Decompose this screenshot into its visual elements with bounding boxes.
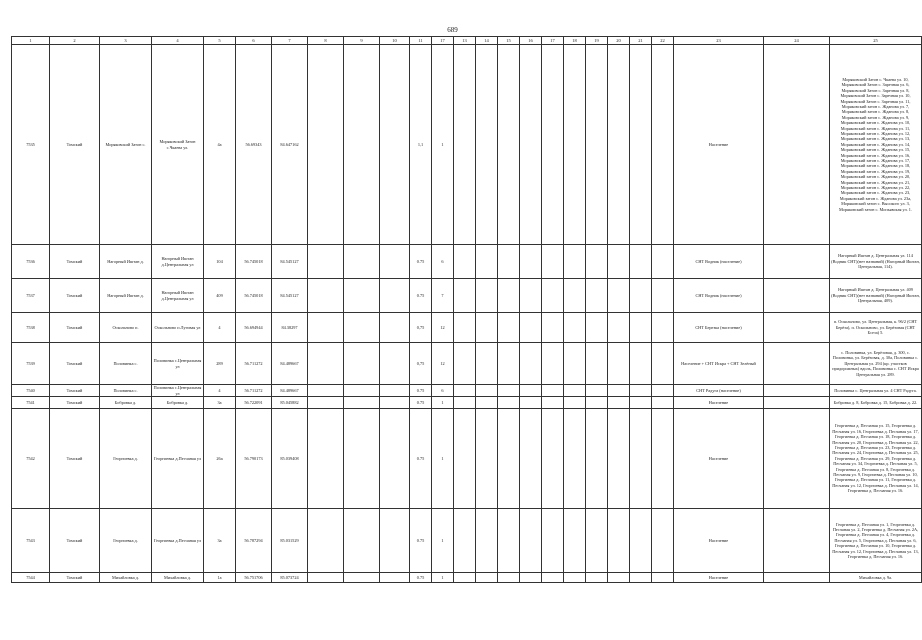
column-header: 8 [308, 37, 344, 45]
cell-c11: 0,75 [410, 343, 432, 385]
cell-id: 7536 [12, 245, 50, 279]
cell-house: 4 [204, 313, 236, 343]
empty-cell [564, 509, 586, 573]
empty-cell [586, 245, 608, 279]
cell-locality: Моряковский Затон с. [100, 45, 152, 245]
column-header: 19 [586, 37, 608, 45]
empty-cell [498, 245, 520, 279]
cell-c11: 0.75 [410, 385, 432, 397]
empty-cell [344, 45, 380, 245]
empty-cell [764, 245, 830, 279]
empty-cell [520, 385, 542, 397]
empty-cell [380, 397, 410, 409]
empty-cell [308, 385, 344, 397]
cell-street: Моряковский Затон с.Чкаева ул. [152, 45, 204, 245]
empty-cell [520, 343, 542, 385]
cell-addresses: Половинка с. Центральная ул. 4 СНТ Радуга. [830, 385, 922, 397]
cell-locality: Оскольново п. [100, 313, 152, 343]
cell-lat: 56.745018 [236, 279, 272, 313]
cell-addresses: Бобровка д. 8, Бобровка д. 15, Бобровка д. 22. [830, 397, 922, 409]
empty-cell [520, 397, 542, 409]
cell-lon: 85.045882 [272, 397, 308, 409]
empty-cell [454, 245, 476, 279]
cell-lon: 85.039408 [272, 409, 308, 509]
empty-cell [652, 397, 674, 409]
empty-cell [308, 245, 344, 279]
cell-id: 7535 [12, 45, 50, 245]
cell-street: Нагорный Иштан д.Центральная ул [152, 279, 204, 313]
empty-cell [764, 397, 830, 409]
empty-cell [652, 45, 674, 245]
column-header: 9 [344, 37, 380, 45]
empty-cell [344, 385, 380, 397]
empty-cell [608, 385, 630, 397]
cell-locality: Нагорный Иштан д. [100, 279, 152, 313]
column-header: 24 [764, 37, 830, 45]
empty-cell [652, 313, 674, 343]
cell-lon: 85.031529 [272, 509, 308, 573]
empty-cell [344, 409, 380, 509]
table-row [12, 343, 922, 385]
cell-district: Томский [50, 509, 100, 573]
empty-cell [498, 385, 520, 397]
cell-locality: Бобровка д. [100, 397, 152, 409]
cell-locality: Михайловка д. [100, 573, 152, 583]
empty-cell [380, 343, 410, 385]
table-row [12, 279, 922, 313]
cell-locality: Половинка с. [100, 343, 152, 385]
cell-consumers: Население [674, 409, 764, 509]
empty-cell [476, 343, 498, 385]
empty-cell [476, 313, 498, 343]
empty-cell [564, 279, 586, 313]
empty-cell [764, 279, 830, 313]
empty-cell [608, 313, 630, 343]
empty-cell [308, 279, 344, 313]
cell-street: Михайловка д. [152, 573, 204, 583]
cell-house: 4 [204, 385, 236, 397]
column-header: 11 [410, 37, 432, 45]
cell-c12: 6 [432, 385, 454, 397]
column-header: 25 [830, 37, 922, 45]
empty-cell [344, 313, 380, 343]
empty-cell [498, 313, 520, 343]
empty-cell [308, 397, 344, 409]
cell-street: Оскольново п.Луговая ул [152, 313, 204, 343]
cell-c11: 0.75 [410, 245, 432, 279]
empty-cell [652, 245, 674, 279]
cell-c12: 1 [432, 509, 454, 573]
cell-c11: 0.75 [410, 573, 432, 583]
empty-cell [454, 343, 476, 385]
cell-lat: 56.711272 [236, 343, 272, 385]
cell-id: 7542 [12, 409, 50, 509]
empty-cell [344, 343, 380, 385]
cell-id: 7544 [12, 573, 50, 583]
cell-lat: 56.711272 [236, 385, 272, 397]
cell-locality: Георгиевка д. [100, 509, 152, 573]
empty-cell [308, 45, 344, 245]
empty-cell [344, 279, 380, 313]
empty-cell [630, 509, 652, 573]
cell-c11: 0.75 [410, 279, 432, 313]
empty-cell [380, 279, 410, 313]
cell-addresses: Моряковский Затон с. Чкаева ул. 10, Моряковский Затон с. Заречная ул. 6, Моряковский Затон с. Заречная ул. 8, Моряковский Затон с. Заречная ул. 10, Моряковский Затон с. Заречная ул. 11, Моряковский затон с. Жданова ул. 7, Моряковский затон с. Жданова ул. 8, Моряковский затон с. Жданова ул. 9, Моряковский затон с. Жданова ул. 10, Моряковский затон с. Жданова ул. 11, Моряковский затон с. Жданова ул. 12, Моряковский затон с. Жданова ул. 13, Моряковский затон с. Жданова ул. 14, Моряковский затон с. Жданова ул. 15, Моряковский затон с. Жданова ул. 16, Моряковский затон с. Жданова ул. 17, Моряковский затон с. Жданова ул. 18, Моряковский затон с. Жданова ул. 19, Моряковский затон с. Жданова ул. 20, Моряковский затон с. Жданова ул. 21, Моряковский затон с. Жданова ул. 22, Моряковский затон с. Жданова ул. 23, Моряковский затон с. Жданова ул. 23а, Моряковский затон с. Высокого ул. 3, Моряковский затон с. Мопьявская ул. 1. [830, 45, 922, 245]
column-header: 23 [674, 37, 764, 45]
table-row [12, 509, 922, 573]
empty-cell [652, 509, 674, 573]
table-body [12, 45, 922, 583]
cell-locality: Нагорный Иштан д. [100, 245, 152, 279]
empty-cell [498, 573, 520, 583]
cell-district: Томский [50, 313, 100, 343]
cell-street: Половинка с.Центральная ул [152, 385, 204, 397]
column-header: 2 [50, 37, 100, 45]
empty-cell [454, 509, 476, 573]
cell-addresses: с. Половинка, ул. Берёзовая, д. 300, с. Половинка, ул. Берёзовая, д. 30а, Половинка с. Центральная ул. 294 (кр. участков придорожных) вдоль, Половинка с. СНТ Искра Центральная ул. 289. [830, 343, 922, 385]
cell-id: 7541 [12, 397, 50, 409]
empty-cell [476, 279, 498, 313]
cell-c12: 12 [432, 313, 454, 343]
cell-c11: 0.75 [410, 409, 432, 509]
empty-cell [542, 509, 564, 573]
empty-cell [608, 343, 630, 385]
column-header: 21 [630, 37, 652, 45]
empty-cell [344, 397, 380, 409]
empty-cell [308, 573, 344, 583]
empty-cell [498, 409, 520, 509]
empty-cell [380, 313, 410, 343]
cell-lon: 84.647162 [272, 45, 308, 245]
empty-cell [586, 313, 608, 343]
empty-cell [520, 313, 542, 343]
empty-cell [630, 45, 652, 245]
empty-cell [520, 45, 542, 245]
cell-addresses: Георгиевка д. Песчаная ул. 1, Георгиевка д. Песчаная ул. 2, Георгиевка д. Песчаная ул. 2А, Георгиевка д. Песчаная ул. 4, Георгиевка д. Песчаная ул. 5, Георгиевка д. Песчаная ул. 6, Георгиевка д. Песчаная ул. 10, Георгиевка д. Песчаная ул. 12, Георгиевка д. Песчаная ул. 13, Георгиевка д. Песчаная ул. 16. [830, 509, 922, 573]
cell-lon: 84.545127 [272, 279, 308, 313]
empty-cell [344, 509, 380, 573]
cell-addresses: Нагорный Иштан д. Центральная ул. 114 (Водник СНТ)(нет названий) (Нагорный Иштан, Центральная, 114). [830, 245, 922, 279]
empty-cell [586, 385, 608, 397]
empty-cell [630, 409, 652, 509]
cell-house: 4а [204, 45, 236, 245]
column-header: 15 [498, 37, 520, 45]
column-header: 20 [608, 37, 630, 45]
empty-cell [764, 509, 830, 573]
empty-cell [476, 245, 498, 279]
cell-district: Томский [50, 573, 100, 583]
column-header: 3 [100, 37, 152, 45]
cell-id: 7537 [12, 279, 50, 313]
empty-cell [542, 343, 564, 385]
empty-cell [454, 45, 476, 245]
cell-consumers: Население + СНТ Искра + СНТ Зелёный [674, 343, 764, 385]
empty-cell [476, 573, 498, 583]
cell-lat: 56.722091 [236, 397, 272, 409]
empty-cell [308, 409, 344, 509]
cell-house: 289 [204, 343, 236, 385]
column-header: 10 [380, 37, 410, 45]
empty-cell [498, 397, 520, 409]
empty-cell [630, 279, 652, 313]
empty-cell [652, 573, 674, 583]
cell-id: 7543 [12, 509, 50, 573]
cell-consumers: СНТ Радуга (население) [674, 385, 764, 397]
table-row [12, 397, 922, 409]
cell-house: 3а [204, 397, 236, 409]
empty-cell [652, 279, 674, 313]
cell-street: Бобровка д. [152, 397, 204, 409]
empty-cell [380, 409, 410, 509]
empty-cell [542, 409, 564, 509]
cell-consumers: Население [674, 45, 764, 245]
cell-house: 26а [204, 409, 236, 509]
empty-cell [380, 509, 410, 573]
empty-cell [380, 45, 410, 245]
empty-cell [630, 385, 652, 397]
empty-cell [652, 385, 674, 397]
empty-cell [564, 409, 586, 509]
column-header: 6 [236, 37, 272, 45]
cell-lon: 84.489667 [272, 385, 308, 397]
cell-district: Томский [50, 343, 100, 385]
empty-cell [498, 279, 520, 313]
cell-locality: Половинка с. [100, 385, 152, 397]
column-header: 18 [564, 37, 586, 45]
empty-cell [308, 343, 344, 385]
empty-cell [454, 409, 476, 509]
empty-cell [476, 409, 498, 509]
cell-c12: 12 [432, 343, 454, 385]
empty-cell [586, 45, 608, 245]
cell-house: 1а [204, 573, 236, 583]
registry-table [11, 36, 922, 583]
cell-district: Томский [50, 279, 100, 313]
table-row [12, 45, 922, 245]
column-header: 4 [152, 37, 204, 45]
cell-lon: 84.38297 [272, 313, 308, 343]
cell-c11: 1,1 [410, 45, 432, 245]
cell-consumers: Население [674, 573, 764, 583]
cell-street: Нагорный Иштан д.Центральная ул [152, 245, 204, 279]
cell-addresses: Георгиевка д. Песчаная ул. 15, Георгиевка д. Песчаная ул. 16, Георгиевка д. Песчаная ул. 17, Георгиевка д. Песчаная ул. 18, Георгиевка д. Песчаная ул. 20, Георгиевка д. Песчаная ул. 22, Георгиевка д. Песчаная ул. 23, Георгиевка д. Песчаная ул. 24, Георгиевка д. Песчаная ул. 25, Георгиевка д. Песчаная ул. 29, Георгиевка д. Песчаная ул. 34, Георгиевка д. Песчаная ул. 5, Георгиевка д. Песчаная ул. 8, Георгиевка д. Песчаная ул. 9, Георгиевка д. Песчаная ул. 10, Георгиевка д. Песчаная ул. 11, Георгиевка д. Песчаная ул. 12, Георгиевка д. Песчаная ул. 14, Георгиевка д. Песчаная ул. 16. [830, 409, 922, 509]
cell-consumers: СНТ Березка (население) [674, 313, 764, 343]
empty-cell [476, 397, 498, 409]
empty-cell [344, 245, 380, 279]
cell-consumers: СНТ Водник (население) [674, 245, 764, 279]
cell-id: 7539 [12, 343, 50, 385]
empty-cell [542, 279, 564, 313]
cell-lon: 84.545127 [272, 245, 308, 279]
cell-consumers: Население [674, 509, 764, 573]
empty-cell [454, 397, 476, 409]
empty-cell [542, 573, 564, 583]
empty-cell [608, 245, 630, 279]
empty-cell [608, 409, 630, 509]
header-row [12, 37, 922, 45]
empty-cell [630, 573, 652, 583]
cell-c12: 1 [432, 409, 454, 509]
empty-cell [564, 343, 586, 385]
empty-cell [608, 573, 630, 583]
empty-cell [630, 245, 652, 279]
empty-cell [564, 573, 586, 583]
empty-cell [542, 397, 564, 409]
cell-c12: 1 [432, 573, 454, 583]
empty-cell [380, 573, 410, 583]
column-header: 13 [454, 37, 476, 45]
empty-cell [520, 509, 542, 573]
cell-lon: 85.073724 [272, 573, 308, 583]
empty-cell [764, 409, 830, 509]
column-header: 5 [204, 37, 236, 45]
empty-cell [520, 279, 542, 313]
empty-cell [308, 313, 344, 343]
cell-id: 7538 [12, 313, 50, 343]
empty-cell [608, 279, 630, 313]
cell-c11: 0.75 [410, 509, 432, 573]
cell-lat: 56.694944 [236, 313, 272, 343]
empty-cell [498, 45, 520, 245]
empty-cell [542, 313, 564, 343]
empty-cell [380, 245, 410, 279]
table-row [12, 573, 922, 583]
cell-addresses: п. Оскольново, ул. Центральная, к. 96/2 (СНТ Берёза), п. Оскольново, ул. Берёзовая (СНТ Бсеза) 5. [830, 313, 922, 343]
empty-cell [586, 509, 608, 573]
empty-cell [764, 385, 830, 397]
empty-cell [564, 245, 586, 279]
empty-cell [764, 313, 830, 343]
empty-cell [586, 397, 608, 409]
empty-cell [652, 343, 674, 385]
cell-house: 409 [204, 279, 236, 313]
cell-lat: 56.69343 [236, 45, 272, 245]
empty-cell [476, 45, 498, 245]
empty-cell [564, 45, 586, 245]
empty-cell [498, 343, 520, 385]
empty-cell [608, 45, 630, 245]
cell-district: Томский [50, 45, 100, 245]
table-row [12, 313, 922, 343]
cell-c12: 1 [432, 45, 454, 245]
empty-cell [764, 343, 830, 385]
empty-cell [454, 279, 476, 313]
empty-cell [476, 385, 498, 397]
empty-cell [498, 509, 520, 573]
cell-district: Томский [50, 245, 100, 279]
cell-lat: 56.790173 [236, 409, 272, 509]
empty-cell [520, 573, 542, 583]
table-row [12, 385, 922, 397]
cell-lat: 56.745018 [236, 245, 272, 279]
empty-cell [308, 509, 344, 573]
cell-lon: 84.489667 [272, 343, 308, 385]
empty-cell [630, 397, 652, 409]
empty-cell [564, 385, 586, 397]
column-header: 16 [520, 37, 542, 45]
empty-cell [608, 397, 630, 409]
empty-cell [476, 509, 498, 573]
cell-c11: 0,75 [410, 313, 432, 343]
table-row [12, 245, 922, 279]
cell-id: 7540 [12, 385, 50, 397]
cell-street: Половинка с.Центральная ул [152, 343, 204, 385]
column-header: 1 [12, 37, 50, 45]
cell-consumers: СНТ Водник (население) [674, 279, 764, 313]
page-number: 689 [447, 26, 458, 34]
empty-cell [520, 409, 542, 509]
empty-cell [630, 313, 652, 343]
cell-c12: 7 [432, 279, 454, 313]
cell-c12: 6 [432, 245, 454, 279]
empty-cell [564, 313, 586, 343]
column-header: 22 [652, 37, 674, 45]
column-header: 17 [432, 37, 454, 45]
empty-cell [344, 573, 380, 583]
column-header: 17 [542, 37, 564, 45]
empty-cell [586, 343, 608, 385]
empty-cell [564, 397, 586, 409]
empty-cell [380, 385, 410, 397]
cell-locality: Георгиевка д. [100, 409, 152, 509]
empty-cell [586, 279, 608, 313]
empty-cell [764, 45, 830, 245]
cell-street: Георгиевка д.Песчаная ул [152, 409, 204, 509]
empty-cell [586, 573, 608, 583]
empty-cell [454, 313, 476, 343]
cell-c12: 1 [432, 397, 454, 409]
empty-cell [608, 509, 630, 573]
empty-cell [652, 409, 674, 509]
cell-street: Георгиевка д.Песчаная ул [152, 509, 204, 573]
cell-lat: 56.787294 [236, 509, 272, 573]
table-row [12, 409, 922, 509]
cell-c11: 0.75 [410, 397, 432, 409]
column-header: 7 [272, 37, 308, 45]
cell-district: Томский [50, 397, 100, 409]
column-header: 14 [476, 37, 498, 45]
cell-district: Томский [50, 409, 100, 509]
empty-cell [542, 245, 564, 279]
empty-cell [454, 573, 476, 583]
empty-cell [586, 409, 608, 509]
empty-cell [542, 385, 564, 397]
empty-cell [764, 573, 830, 583]
empty-cell [630, 343, 652, 385]
cell-house: 104 [204, 245, 236, 279]
empty-cell [520, 245, 542, 279]
cell-lat: 56.751706 [236, 573, 272, 583]
empty-cell [542, 45, 564, 245]
cell-addresses: Михайловка д. 9а. [830, 573, 922, 583]
cell-addresses: Нагорный Иштан д. Центральная ул. 409 (Водник СНТ)(нет названий) (Нагорный Иштан, Центральная, 409). [830, 279, 922, 313]
cell-district: Томский [50, 385, 100, 397]
cell-consumers: Население [674, 397, 764, 409]
empty-cell [454, 385, 476, 397]
cell-house: 3а [204, 509, 236, 573]
